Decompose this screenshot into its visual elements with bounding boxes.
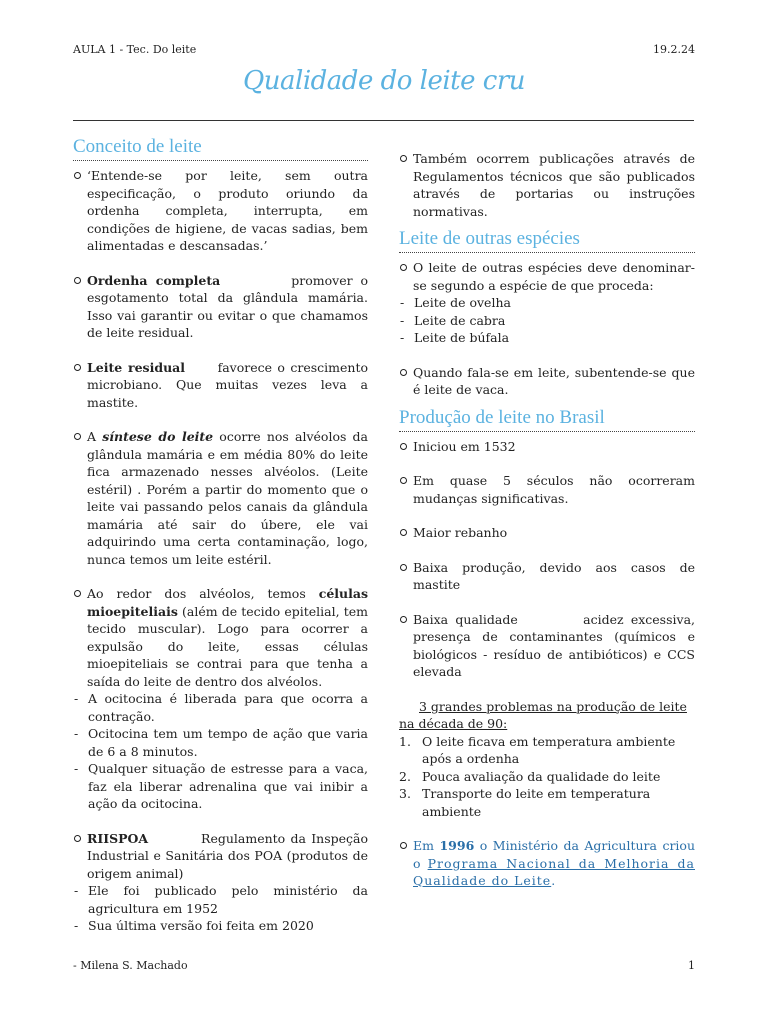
dash-item-ovelha: - Leite de ovelha (399, 294, 695, 312)
page-number: 1 (688, 959, 695, 972)
programa-link[interactable]: Programa Nacional da Melhoria da Qualidade do Leite (413, 855, 695, 888)
problems-heading: 3 grandes problemas na produção de leite na década de 90: (399, 698, 687, 731)
header-date: 19.2.24 (653, 43, 695, 56)
left-column (73, 136, 368, 935)
list-item-sintese: A síntese do leite ocorre nos alvéolos da glândula mamária e em média 80% do leite fica armazenado nesses alvéolos. (Leite estéril) . Porém a partir do momento que o leite vai passando pelos canais da glândula mamária até sair do úbere, ele vai adquirindo uma certa contaminação, logo, nunca temos um leite estéril. (73, 428, 368, 568)
list-item-ordenha: Ordenha completa promover o esgotamento total da glândula mamária. Isso vai garantir ou evitar o que chamamos de leite residual. (73, 272, 368, 342)
dash-item-ocitocina-2: - Ocitocina tem um tempo de ação que varia de 6 a 8 minutos. (73, 725, 368, 760)
list-item-definition: ‘Entende-se por leite, sem outra especificação, o produto oriundo da ordenha completa, interrupta, em condições de higiene, de vacas sadias, bem alimentadas e descansadas.’ (73, 167, 368, 255)
list-item-programa-1996: Em 1996 o Ministério da Agricultura criou o Programa Nacional da Melhoria da Qualidade do Leite. (399, 837, 695, 890)
section-title-outras-especies: Leite de outras espécies (399, 228, 695, 253)
list-item-leite-residual: Leite residual favorece o crescimento microbiano. Que muitas vezes leva a mastite. (73, 359, 368, 412)
list-item-celulas: Ao redor dos alvéolos, temos células mioepiteliais (além de tecido epitelial, tem tecido muscular). Logo para ocorrer a expulsão do leite, essas células mioepiteliais se contrai para que tenha a saída do leite de dentro dos alvéolos. (73, 585, 368, 690)
numbered-item-1: 1. O leite ficava em temperatura ambiente após a ordenha (399, 733, 676, 766)
numbered-item-2: 2. Pouca avaliação da qualidade do leite (399, 768, 661, 784)
list-item-rebanho: Maior rebanho (399, 524, 695, 542)
numbered-item-3: 3. Transporte do leite em temperatura ambiente (399, 786, 651, 819)
dash-item-publicado: - Ele foi publicado pelo ministério da agricultura em 1952 (73, 882, 368, 917)
list-item-regulamentos: Também ocorrem publicações através de Regulamentos técnicos que são publicados através de portarias ou instruções normativas. (399, 150, 695, 220)
header-course: AULA 1 - Tec. Do leite (73, 43, 197, 56)
footer-author: - Milena S. Machado (73, 959, 188, 972)
list-item-seculos: Em quase 5 séculos não ocorreram mudanças significativas. (399, 472, 695, 507)
list-item-baixa-qualidade: Baixa qualidade acidez excessiva, presença de contaminantes (químicos e biológicos - resíduo de antibióticos) e CCS elevada (399, 611, 695, 681)
title-divider (73, 120, 694, 121)
list-item-iniciou: Iniciou em 1532 (399, 438, 695, 456)
section-title-conceito: Conceito de leite (73, 136, 368, 161)
list-item-baixa-producao: Baixa produção, devido aos casos de mastite (399, 559, 695, 594)
dash-item-estresse: - Qualquer situação de estresse para a vaca, faz ela liberar adrenalina que vai inibir a ação da ocitocina. (73, 760, 368, 813)
list-item-leite-vaca: Quando fala-se em leite, subentende-se que é leite de vaca. (399, 364, 695, 399)
list-item-riispoa: RIISPOA Regulamento da Inspeção Industrial e Sanitária dos POA (produtos de origem animal) (73, 830, 368, 883)
section-title-producao-brasil: Produção de leite no Brasil (399, 407, 695, 432)
list-item-denominacao: O leite de outras espécies deve denominar-se segundo a espécie de que proceda: (399, 259, 695, 294)
page-title: Qualidade do leite cru (242, 66, 526, 96)
dash-item-ocitocina-1: - A ocitocina é liberada para que ocorra a contração. (73, 690, 368, 725)
dash-item-cabra: - Leite de cabra (399, 312, 695, 330)
right-column (399, 150, 695, 890)
dash-item-ultima-versao: - Sua última versão foi feita em 2020 (73, 917, 368, 935)
dash-item-bufala: - Leite de búfala (399, 329, 695, 347)
